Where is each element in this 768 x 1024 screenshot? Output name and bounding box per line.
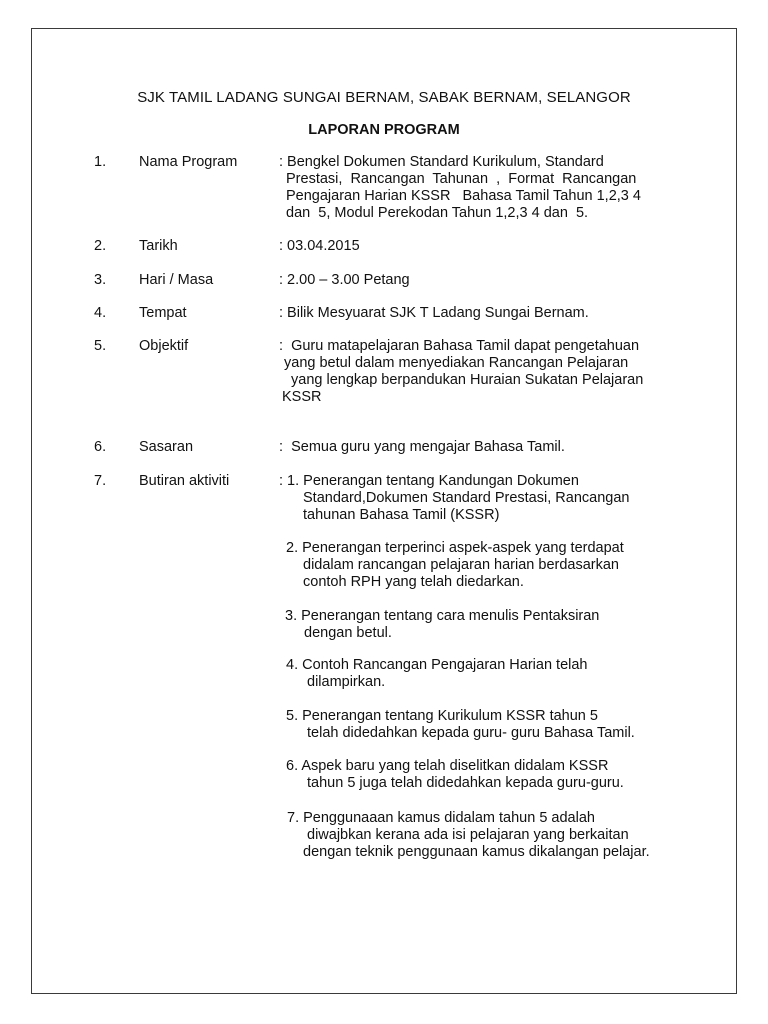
- row-label: Hari / Masa: [139, 272, 214, 288]
- value-line: dan 5, Modul Perekodan Tahun 1,2,3 4 dan 5.: [286, 205, 589, 221]
- activity-line: 4. Contoh Rancangan Pengajaran Harian telah: [286, 657, 588, 673]
- row-number: 2.: [94, 238, 107, 254]
- activity-item-6: [286, 758, 624, 792]
- value-line: : 03.04.2015: [279, 238, 360, 254]
- value-line: yang betul dalam menyediakan Rancangan Pelajaran: [284, 355, 629, 371]
- activity-line: contoh RPH yang telah diedarkan.: [303, 574, 524, 590]
- activity-line: diwajbkan kerana ada isi pelajaran yang berkaitan: [307, 827, 629, 843]
- row-number: 3.: [94, 272, 107, 288]
- activity-line: 3. Penerangan tentang cara menulis Pentaksiran: [285, 608, 600, 624]
- activity-item-4: [286, 657, 588, 691]
- value-line: : Semua guru yang mengajar Bahasa Tamil.: [279, 439, 565, 455]
- value-line: : 2.00 – 3.00 Petang: [279, 272, 410, 288]
- value-line: tahunan Bahasa Tamil (KSSR): [303, 507, 500, 523]
- activity-item-2: [286, 540, 624, 591]
- value-line: Standard,Dokumen Standard Prestasi, Rancangan: [303, 490, 630, 506]
- row-label: Tempat: [139, 305, 187, 321]
- activity-item-7: [287, 810, 650, 861]
- report-title: LAPORAN PROGRAM: [308, 122, 460, 138]
- activity-line: didalam rancangan pelajaran harian berdasarkan: [303, 557, 619, 573]
- row-label: Objektif: [139, 338, 189, 354]
- value-line: : Bengkel Dokumen Standard Kurikulum, Standard: [279, 154, 604, 170]
- value-line: : Guru matapelajaran Bahasa Tamil dapat pengetahuan: [279, 338, 640, 354]
- row-number: 7.: [94, 473, 107, 489]
- activity-line: 6. Aspek baru yang telah diselitkan didalam KSSR: [286, 758, 609, 774]
- value-line: yang lengkap berpandukan Huraian Sukatan Pelajaran: [291, 372, 644, 388]
- activity-line: telah didedahkan kepada guru- guru Bahasa Tamil.: [307, 725, 635, 741]
- row-value: [279, 272, 410, 289]
- row-value: [279, 338, 643, 406]
- row-value: [279, 238, 360, 255]
- row-value: [279, 305, 589, 322]
- row-number: 6.: [94, 439, 107, 455]
- activity-item-5: [286, 708, 635, 742]
- row-label: Sasaran: [139, 439, 194, 455]
- value-line: : Bilik Mesyuarat SJK T Ladang Sungai Bernam.: [279, 305, 589, 321]
- value-line: Prestasi, Rancangan Tahunan , Format Rancangan: [286, 171, 637, 187]
- row-number: 4.: [94, 305, 107, 321]
- row-label: Nama Program: [139, 154, 238, 170]
- row-label: Butiran aktiviti: [139, 473, 230, 489]
- row-value: [279, 473, 629, 524]
- row-number: 5.: [94, 338, 107, 354]
- row-value: [279, 439, 565, 456]
- row-number: 1.: [94, 154, 107, 170]
- school-name: SJK TAMIL LADANG SUNGAI BERNAM, SABAK BERNAM, SELANGOR: [137, 89, 631, 106]
- value-line: : 1. Penerangan tentang Kandungan Dokumen: [279, 473, 579, 489]
- activity-line: 2. Penerangan terperinci aspek-aspek yang terdapat: [286, 540, 624, 556]
- activity-item-3: [285, 608, 599, 642]
- value-line: Pengajaran Harian KSSR Bahasa Tamil Tahun 1,2,3 4: [286, 188, 641, 204]
- activity-line: 7. Penggunaaan kamus didalam tahun 5 adalah: [287, 810, 595, 826]
- activity-line: dengan teknik penggunaan kamus dikalangan pelajar.: [303, 844, 650, 860]
- value-line: KSSR: [282, 389, 322, 405]
- row-value: [279, 154, 683, 222]
- activity-line: dengan betul.: [304, 625, 392, 641]
- activity-line: 5. Penerangan tentang Kurikulum KSSR tahun 5: [286, 708, 598, 724]
- activity-line: dilampirkan.: [307, 674, 386, 690]
- row-label: Tarikh: [139, 238, 178, 254]
- activity-line: tahun 5 juga telah didedahkan kepada guru-guru.: [307, 775, 624, 791]
